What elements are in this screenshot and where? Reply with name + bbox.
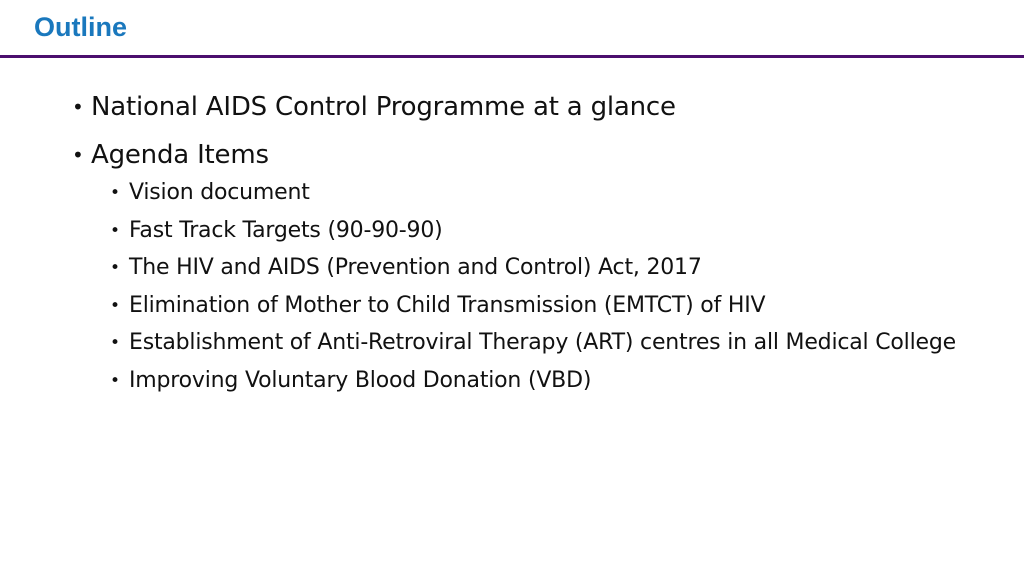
bullet-dot-icon: • [72, 95, 84, 119]
sub-bullet-text: Vision document [129, 180, 310, 205]
bullet-dot-icon: • [110, 183, 120, 203]
bullet-dot-icon: • [110, 370, 120, 391]
sub-bullet-item [110, 290, 992, 322]
bullet-text: National AIDS Control Programme at a glance [91, 92, 676, 122]
sub-bullet-text: Establishment of Anti-Retroviral Therapy (ART) centres in all Medical College [129, 330, 956, 355]
sub-bullet-item [110, 177, 992, 209]
bullet-dot-icon: • [110, 220, 120, 241]
title-divider [0, 55, 1024, 58]
sub-bullet-list [110, 177, 992, 397]
bullet-dot-icon: • [110, 333, 120, 353]
bullet-item-nacp [72, 90, 992, 124]
sub-bullet-text: Elimination of Mother to Child Transmission (EMTCT) of HIV [129, 292, 766, 318]
bullet-item-agenda [72, 138, 992, 397]
bullet-list [72, 90, 992, 397]
sub-bullet-item [110, 365, 992, 397]
slide-title: Outline [34, 12, 127, 42]
sub-bullet-text: The HIV and AIDS (Prevention and Control) Act, 2017 [129, 255, 702, 280]
sub-bullet-text: Improving Voluntary Blood Donation (VBD) [129, 367, 592, 393]
bullet-content [72, 86, 992, 402]
sub-bullet-text: Fast Track Targets (90-90-90) [129, 217, 443, 243]
sub-bullet-item [110, 215, 992, 247]
sub-bullet-item [110, 252, 992, 284]
bullet-dot-icon: • [72, 143, 84, 167]
bullet-dot-icon: • [110, 258, 120, 278]
bullet-dot-icon: • [110, 295, 120, 316]
sub-bullet-item [110, 327, 992, 359]
bullet-text: Agenda Items [91, 140, 269, 170]
